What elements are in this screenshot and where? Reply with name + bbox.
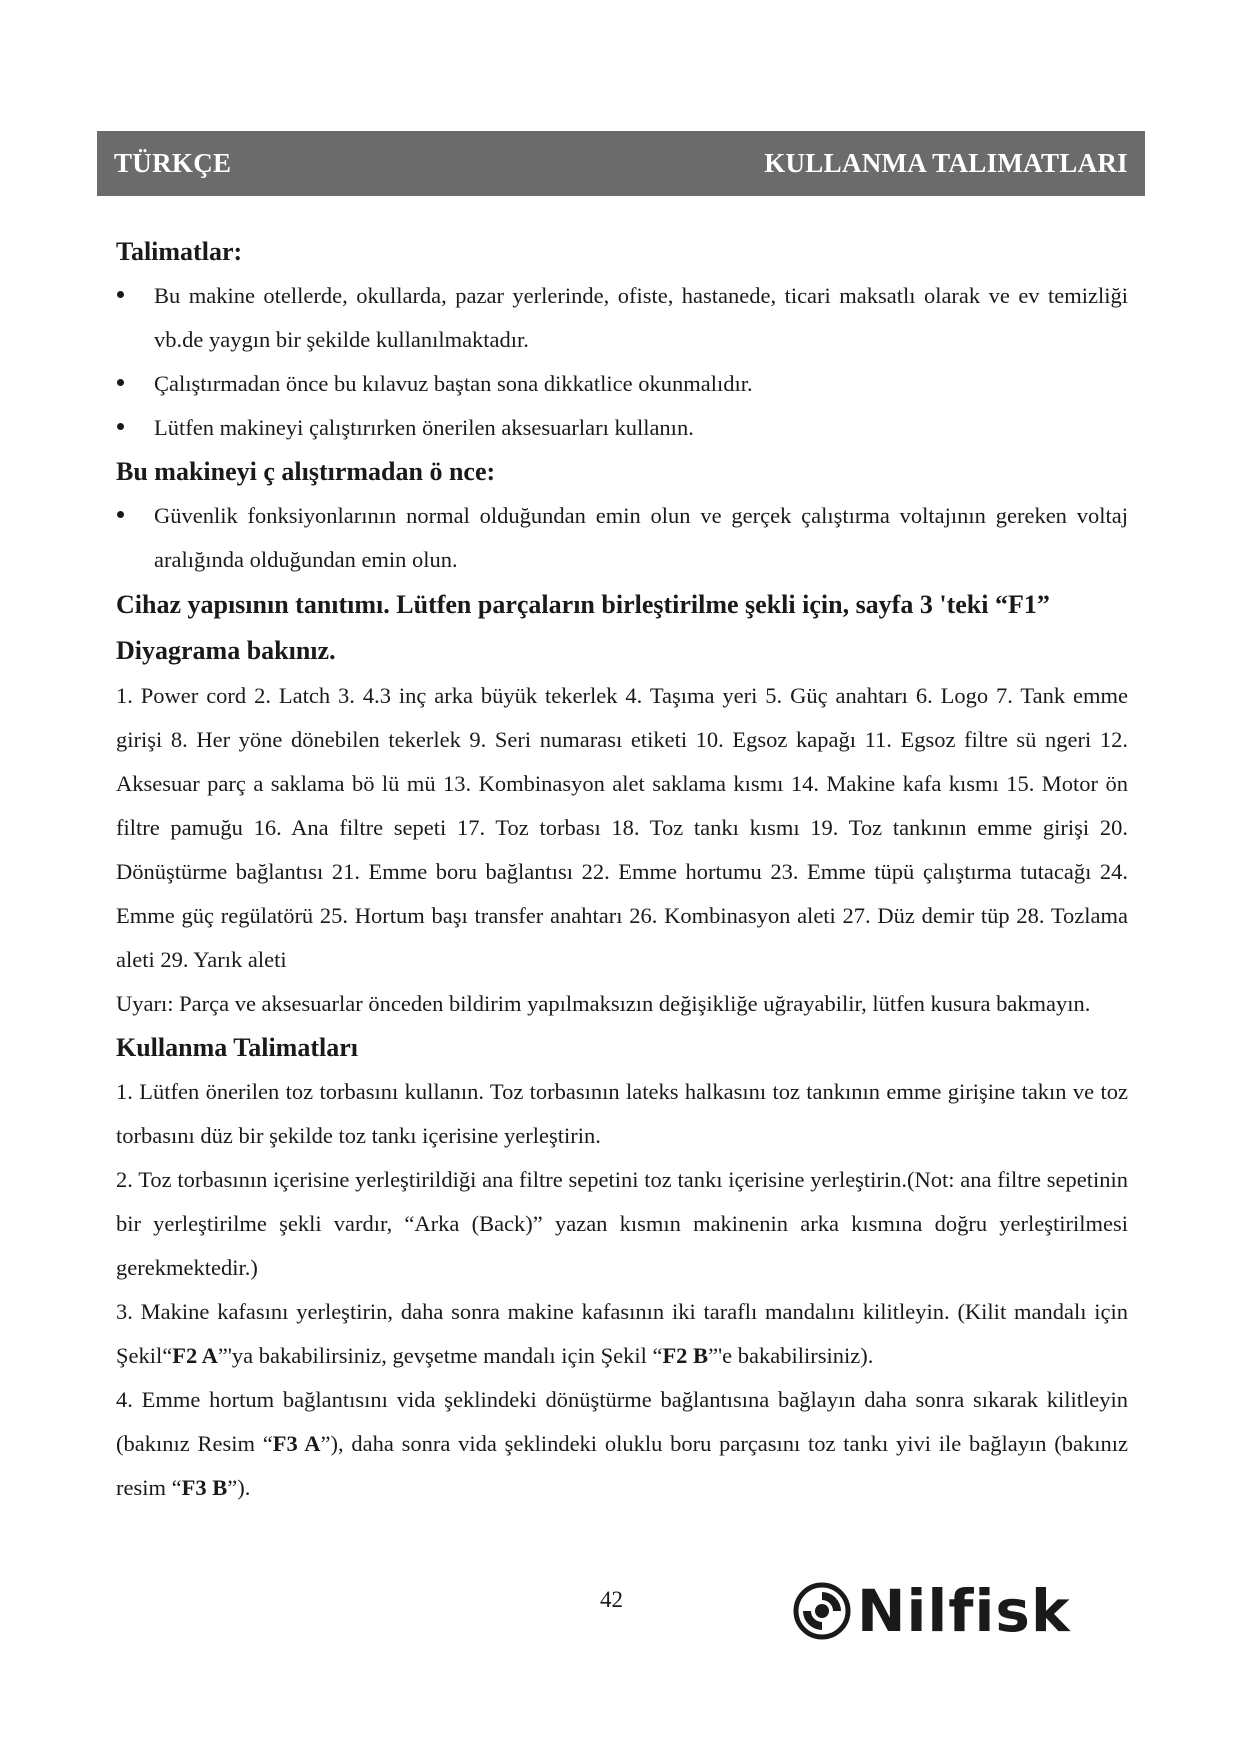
- section-title-before: Bu makineyi ç alıştırmadan ö nce:: [116, 457, 496, 486]
- section-title-usage: Kullanma Talimatları: [116, 1033, 358, 1062]
- figure-ref-f3a: F3 A: [272, 1431, 321, 1456]
- page-number: 42: [600, 1587, 623, 1612]
- usage-step-1: 1. Lütfen önerilen toz torbasını kullanın. Toz torbasının lateks halkasını toz tankının emme girişine takın ve toz torbasını düz bir şekilde toz tankı içerisine yerleştirin.: [116, 1079, 1128, 1148]
- section-title-talimatlar: Talimatlar:: [116, 237, 243, 266]
- page-content: [116, 230, 1128, 1510]
- talimatlar-list: [116, 274, 1128, 450]
- figure-ref-f2a: F2 A: [172, 1343, 218, 1368]
- before-list: [116, 494, 1128, 582]
- nilfisk-emblem-icon: [793, 1582, 851, 1640]
- usage-step-2: 2. Toz torbasının içerisine yerleştirildiği ana filtre sepetini toz tankı içerisine yerleştirin.(Not: ana filtre sepetinin bir yerleştirilme şekli vardır, “Arka (Back)” yazan kısmın makinenin arka kısmına doğru yerleştirilmesi gerekmektedir.): [116, 1167, 1128, 1280]
- list-item: Lütfen makineyi çalıştırırken önerilen aksesuarları kullanın.: [116, 406, 1128, 450]
- section-title-structure: Cihaz yapısının tanıtımı. Lütfen parçaların birleştirilme şekli için, sayfa 3 'teki “F1” Diyagrama bakınız.: [116, 590, 1050, 665]
- figure-ref-f3b: F3 B: [181, 1475, 228, 1500]
- nilfisk-logo: [793, 1576, 1071, 1646]
- usage-step-3: 3. Makine kafasını yerleştirin, daha sonra makine kafasının iki taraflı mandalını kilitleyin. (Kilit mandalı için Şekil“F2 A”'ya bakabilirsiniz, gevşetme mandalı için Şekil “F2 B”'e bakabilirsiniz).: [116, 1299, 1128, 1368]
- header-language: TÜRKÇE: [114, 148, 232, 178]
- list-item: Bu makine otellerde, okullarda, pazar yerlerinde, ofiste, hastanede, ticari maksatlı olarak ve ev temizliği vb.de yaygın bir şekilde kullanılmaktadır.: [116, 274, 1128, 362]
- figure-ref-f2b: F2 B: [662, 1343, 709, 1368]
- header-title: KULLANMA TALIMATLARI: [764, 148, 1128, 178]
- usage-step-4: 4. Emme hortum bağlantısını vida şeklindeki dönüştürme bağlantısına bağlayın daha sonra sıkarak kilitleyin (bakınız Resim “F3 A”), daha sonra vida şeklindeki oluklu boru parçasını toz tankı yivi ile bağlayın (bakınız resim “F3 B”).: [116, 1387, 1128, 1500]
- warning-text: Uyarı: Parça ve aksesuarlar önceden bildirim yapılmaksızın değişikliğe uğrayabilir, lütfen kusura bakmayın.: [116, 991, 1091, 1016]
- list-item: Çalıştırmadan önce bu kılavuz baştan sona dikkatlice okunmalıdır.: [116, 362, 1128, 406]
- parts-list: 1. Power cord 2. Latch 3. 4.3 inç arka büyük tekerlek 4. Taşıma yeri 5. Güç anahtarı 6. Logo 7. Tank emme girişi 8. Her yöne dönebilen tekerlek 9. Seri numarası etiketi 10. Egsoz kapağı 11. Egsoz filtre sü ngeri 12. Aksesuar parç a saklama bö lü mü 13. Kombinasyon alet saklama kısmı 14. Makine kafa kısmı 15. Motor ön filtre pamuğu 16. Ana filtre sepeti 17. Toz torbası 18. Toz tankı kısmı 19. Toz tankının emme girişi 20. Dönüştürme bağlantısı 21. Emme boru bağlantısı 22. Emme hortumu 23. Emme tüpü çalıştırma tutacağı 24. Emme güç regülatörü 25. Hortum başı transfer anahtarı 26. Kombinasyon aleti 27. Düz demir tüp 28. Tozlama aleti 29. Yarık aleti: [116, 683, 1128, 972]
- logo-text: Nilfisk: [857, 1577, 1071, 1645]
- list-item: Güvenlik fonksiyonlarının normal olduğundan emin olun ve gerçek çalıştırma voltajının gereken voltaj aralığında olduğundan emin olun.: [116, 494, 1128, 582]
- page-header: [97, 131, 1145, 196]
